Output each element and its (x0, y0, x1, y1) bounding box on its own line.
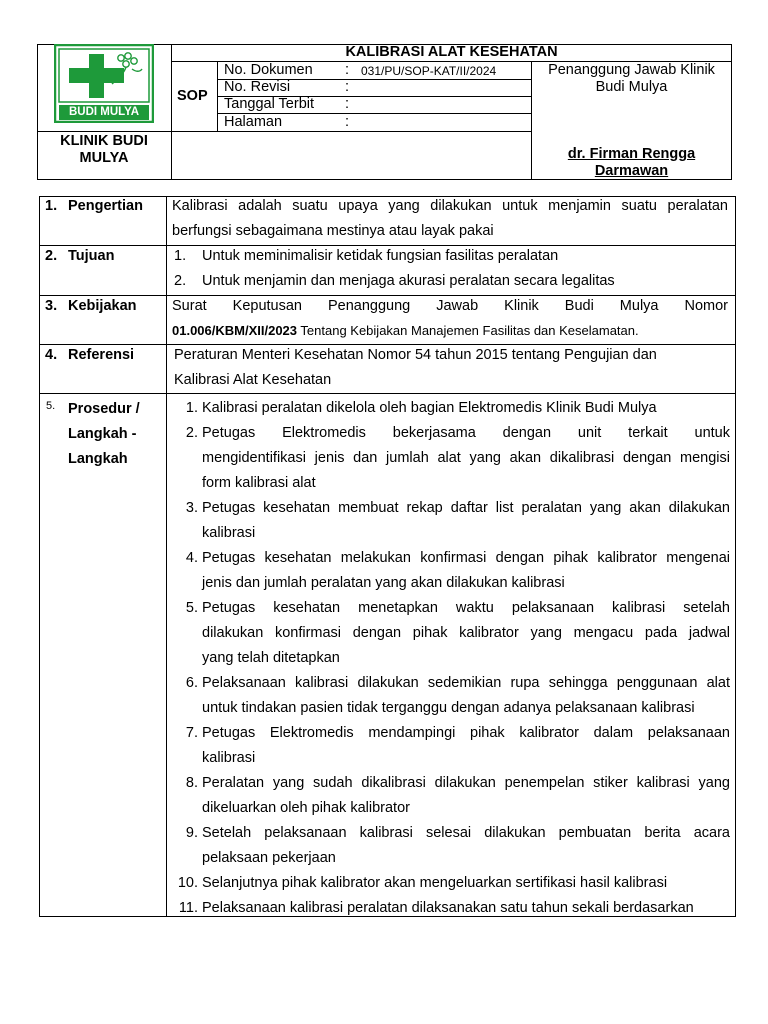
procedure-step-line: Petugas kesehatan menetapkan waktu pelaksanaan kalibrasi setelah (202, 600, 730, 616)
field-label: No. Dokumen (224, 62, 313, 78)
procedure-step-number: 7. (185, 725, 198, 741)
procedure-step-line: yang telah ditetapkan (202, 650, 340, 666)
procedure-step-number: 10. (177, 875, 198, 891)
tujuan-item-text: Untuk menjamin dan menjaga akurasi peralatan secara legalitas (202, 273, 615, 289)
document-number-value: 031/PU/SOP-KAT/II/2024 (361, 64, 497, 78)
procedure-step-line: untuk tindakan pasien tidak terganggu dengan adanya pelaksanaan kalibrasi (202, 700, 695, 716)
procedure-step-text (202, 771, 730, 821)
sop-label: SOP (177, 88, 208, 104)
procedure-step (174, 671, 730, 721)
procedure-step (174, 396, 730, 421)
procedure-step (174, 496, 730, 546)
procedure-step-line: Petugas Elektromedis bekerjasama dengan unit terkait untuk (202, 425, 730, 441)
procedure-step-line: Petugas kesehatan membuat rekap daftar list peralatan yang akan dilakukan (202, 500, 730, 516)
section-title-kebijakan: Kebijakan (68, 298, 137, 314)
procedure-step-text (202, 871, 730, 896)
referensi-text: Kalibrasi Alat Kesehatan (174, 372, 332, 388)
procedure-step (174, 896, 730, 921)
procedure-step-line: Peralatan yang sudah dikalibrasi dilakukan penempelan stiker kalibrasi yang (202, 775, 730, 791)
field-colon: : (345, 79, 350, 95)
clinic-name: KLINIK BUDI MULYA (60, 133, 148, 166)
decree-number: 01.006/KBM/XII/2023 (172, 323, 298, 338)
procedure-step-number: 5. (185, 600, 198, 616)
procedure-step-text (202, 671, 730, 721)
procedure-step (174, 596, 730, 671)
procedure-step-line: dikeluarkan oleh pihak kalibrator (202, 800, 410, 816)
procedure-step-text (202, 721, 730, 771)
field-colon: : (345, 114, 350, 130)
procedure-step (174, 546, 730, 596)
responsible-party: Penanggung Jawab Klinik Budi Mulya (548, 62, 715, 95)
procedure-step-text (202, 596, 730, 671)
procedure-step-line: kalibrasi (202, 525, 256, 541)
procedure-step-number: 1. (185, 400, 198, 416)
procedure-step-text (202, 546, 730, 596)
procedure-step-line: Setelah pelaksanaan kalibrasi selesai dilakukan pembuatan berita acara (202, 825, 730, 841)
section-title-prosedur: Prosedur / Langkah - Langkah (68, 401, 140, 467)
section-number: 2. (45, 248, 58, 264)
procedure-step-line: dilakukan konfirmasi dengan pihak kalibrator yang mengacu pada jadwal (202, 625, 730, 641)
kebijakan-text (172, 322, 639, 339)
procedure-step-line: form kalibrasi alat (202, 475, 316, 491)
field-label: No. Revisi (224, 79, 291, 95)
kebijakan-text: Surat Keputusan Penanggung Jawab Klinik Budi Mulya Nomor (172, 298, 728, 314)
procedure-step (174, 771, 730, 821)
section-title-tujuan: Tujuan (68, 248, 115, 264)
procedure-step-line: Kalibrasi peralatan dikelola oleh bagian Elektromedis Klinik Budi Mulya (202, 400, 657, 416)
procedure-step-line: jenis dan jumlah peralatan yang akan dilakukan kalibrasi (202, 575, 565, 591)
procedure-step (174, 421, 730, 496)
tujuan-item-text: Untuk meminimalisir ketidak fungsian fasilitas peralatan (202, 248, 559, 264)
procedure-step-number: 11. (178, 900, 198, 916)
procedure-step-line: Selanjutnya pihak kalibrator akan mengeluarkan sertifikasi hasil kalibrasi (202, 875, 668, 891)
procedure-step-number: 2. (185, 425, 198, 441)
section-title-referensi: Referensi (68, 347, 135, 363)
procedure-step-text (202, 421, 730, 496)
clinic-logo (54, 44, 154, 123)
procedure-step-text (202, 396, 730, 421)
section-number: 1. (45, 198, 58, 214)
procedure-step (174, 871, 730, 896)
decree-title: Tentang Kebijakan Manajemen Fasilitas dan Keselamatan. (297, 323, 639, 338)
field-colon: : (345, 96, 350, 112)
section-number: 4. (45, 347, 58, 363)
procedure-step-number: 3. (185, 500, 198, 516)
procedure-step-line: kalibrasi (202, 750, 256, 766)
field-label: Halaman (224, 114, 283, 130)
procedure-step-line: Petugas kesehatan melakukan konfirmasi dengan pihak kalibrator mengenai (202, 550, 730, 566)
logo-text: BUDI MULYA (68, 106, 140, 118)
signer-name: dr. Firman Rengga Darmawan (567, 146, 696, 179)
procedure-step-number: 6. (185, 675, 198, 691)
procedure-step-text (202, 821, 730, 871)
procedure-step-line: pelaksaan pekerjaan (202, 850, 336, 866)
procedure-step-text (202, 496, 730, 546)
section-number: 5. (46, 400, 56, 412)
pengertian-text: Kalibrasi adalah suatu upaya yang dilakukan untuk menjamin suatu peralatan (172, 198, 728, 214)
procedure-step-line: Petugas Elektromedis mendampingi pihak kalibrator dalam pelaksanaan (202, 725, 730, 741)
procedure-step (174, 821, 730, 871)
tujuan-item-number: 1. (174, 248, 187, 264)
procedure-step (174, 721, 730, 771)
referensi-text: Peraturan Menteri Kesehatan Nomor 54 tahun 2015 tentang Pengujian dan (174, 347, 657, 363)
procedure-step-number: 9. (185, 825, 198, 841)
procedure-step-line: Pelaksanaan kalibrasi peralatan dilaksanakan satu tahun sekali berdasarkan (202, 900, 694, 916)
field-colon: : (345, 62, 350, 78)
procedure-step-text (202, 896, 730, 921)
field-label: Tanggal Terbit (224, 96, 315, 112)
procedure-step-number: 4. (185, 550, 198, 566)
section-title-pengertian: Pengertian (68, 198, 143, 214)
pengertian-text: berfungsi sebagaimana mestinya atau layak pakai (172, 223, 494, 239)
document-title: KALIBRASI ALAT KESEHATAN (345, 44, 558, 60)
section-number: 3. (45, 298, 58, 314)
tujuan-item-number: 2. (174, 273, 187, 289)
procedure-step-line: Pelaksanaan kalibrasi dilakukan sedemikian rupa sehingga penggunaan alat (202, 675, 730, 691)
procedure-step-number: 8. (185, 775, 198, 791)
procedure-step-line: mengidentifikasi jenis dan jumlah alat yang akan dikalibrasi dengan mengisi (202, 450, 730, 466)
